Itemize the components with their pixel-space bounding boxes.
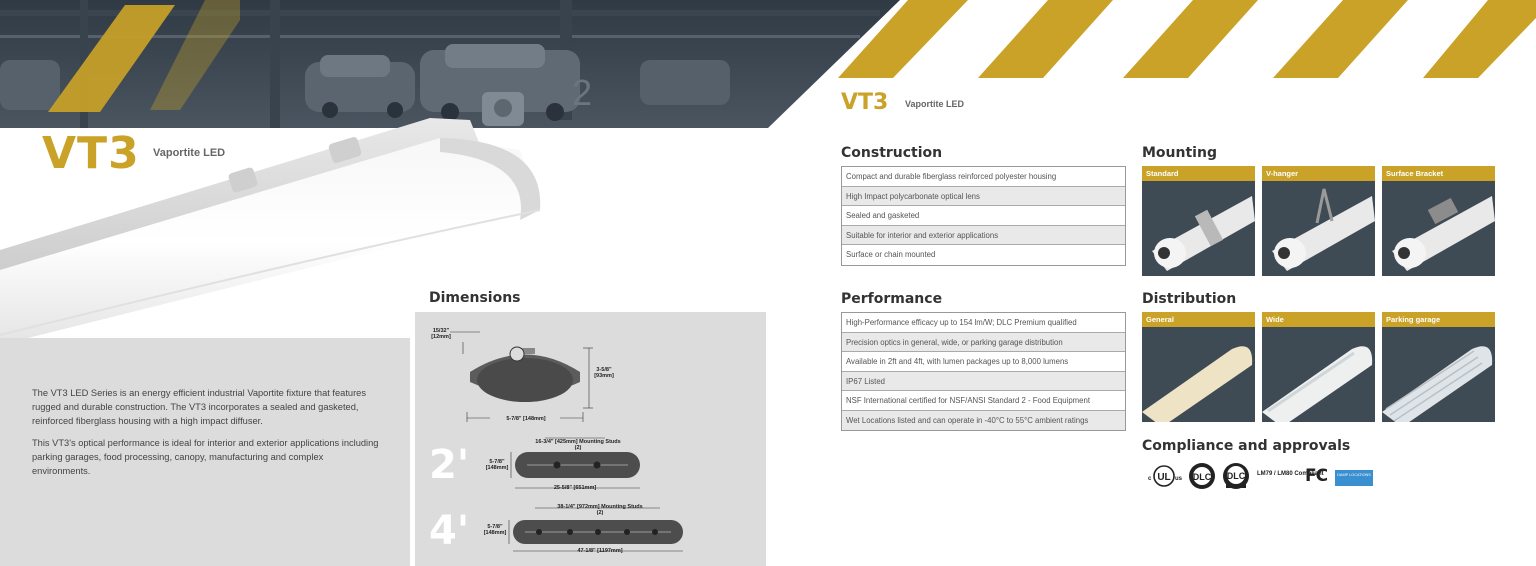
dim-2ft-studs-label: 16-3/4" [425mm] Mounting Studs (2) xyxy=(535,439,621,451)
vaportite-fixture-image xyxy=(0,90,560,350)
performance-table xyxy=(841,312,1126,431)
mounting-standard-image xyxy=(1142,181,1255,276)
dim-width-label: 5-7/8" [148mm] xyxy=(506,416,546,422)
distribution-parking-garage-tile xyxy=(1382,312,1495,422)
distribution-wide-image xyxy=(1262,327,1375,422)
performance-row: NSF International certified for NSF/ANSI Standard 2 - Food Equipment xyxy=(842,391,1125,411)
dim-2ft-side-label: 5-7/8" [148mm] xyxy=(485,459,509,471)
dim-4ft-length-label: 47-1/8" [1197mm] xyxy=(577,548,623,554)
mounting-surface-bracket-image xyxy=(1382,181,1495,276)
damp-locations-badge: DAMP LOCATIONS xyxy=(1335,470,1373,486)
construction-row: High Impact polycarbonate optical lens xyxy=(842,187,1125,207)
performance-row: IP67 Listed xyxy=(842,372,1125,392)
construction-title: Construction xyxy=(841,145,943,161)
distribution-title: Distribution xyxy=(1142,291,1237,307)
dim-4ft-studs-label: 38-1/4" [972mm] Mounting Studs (2) xyxy=(557,504,643,516)
brand-title: VT3 xyxy=(42,128,140,179)
dim-top-gap-label: 15/32" [12mm] xyxy=(431,328,451,340)
tile-label: General xyxy=(1142,312,1255,327)
mounting-v-hanger-tile xyxy=(1262,166,1375,276)
dim-4ft-side-label: 5-7/8" [148mm] xyxy=(483,524,507,536)
description-paragraph: This VT3's optical performance is ideal for interior and exterior applications including parking garages, food processing, canopy, manufacturing and complex environments. xyxy=(32,438,379,476)
cross-section-drawing xyxy=(450,332,593,422)
performance-row: High-Performance efficacy up to 154 lm/W; DLC Premium qualified xyxy=(842,313,1125,333)
size-4ft-label: 4' xyxy=(429,508,470,554)
dlc-icon xyxy=(1188,462,1216,490)
brand-subtitle: Vaportite LED xyxy=(153,147,226,159)
distribution-parking-garage-image xyxy=(1382,327,1495,422)
dimensions-title: Dimensions xyxy=(429,290,521,306)
tile-label: Standard xyxy=(1142,166,1255,181)
dlc-premium-badge-text: DLC xyxy=(1226,471,1246,481)
description-paragraph: The VT3 LED Series is an energy efficient industrial Vaportite fixture that features rugged and durable construction. The VT3 incorporates a sealed and gasketed, reinforced fiberglass housing with a high impact diffuser. xyxy=(32,388,366,426)
tile-label: Surface Bracket xyxy=(1382,166,1495,181)
dim-2ft-length-label: 25-5/8" [651mm] xyxy=(553,485,597,491)
fcc-icon: FC xyxy=(1305,466,1328,486)
tile-label: V-hanger xyxy=(1262,166,1375,181)
brand-subtitle-small: Vaportite LED xyxy=(905,99,965,109)
dim-height-label: 3-5/8" [93mm] xyxy=(594,367,614,379)
brand-title-small: VT3 xyxy=(841,90,889,115)
svg-text:c: c xyxy=(1148,476,1152,482)
svg-text:2: 2 xyxy=(572,72,593,113)
size-2ft-label: 2' xyxy=(429,442,470,488)
dimensions-panel xyxy=(415,312,766,566)
ul-listed-icon xyxy=(1146,464,1182,488)
ul-badge-text: UL xyxy=(1157,472,1171,483)
distribution-general-image xyxy=(1142,327,1255,422)
distribution-wide-tile xyxy=(1262,312,1375,422)
construction-table xyxy=(841,166,1126,266)
performance-row: Precision optics in general, wide, or parking garage distribution xyxy=(842,333,1125,353)
hazard-stripes-right xyxy=(838,0,1536,80)
performance-row: Available in 2ft and 4ft, with lumen packages up to 8,000 lumens xyxy=(842,352,1125,372)
svg-text:us: us xyxy=(1175,476,1182,482)
distribution-general-tile xyxy=(1142,312,1255,422)
dlc-premium-icon xyxy=(1222,462,1250,490)
dlc-badge-text: DLC xyxy=(1192,472,1212,482)
compliance-title: Compliance and approvals xyxy=(1142,438,1351,454)
tile-label: Wide xyxy=(1262,312,1375,327)
mounting-standard-tile xyxy=(1142,166,1255,276)
mounting-title: Mounting xyxy=(1142,145,1217,161)
mounting-surface-bracket-tile xyxy=(1382,166,1495,276)
product-description xyxy=(32,386,382,486)
lm79-lm80-label: LM79 / LM80 Compliant xyxy=(1257,471,1324,477)
construction-row: Sealed and gasketed xyxy=(842,206,1125,226)
tile-label: Parking garage xyxy=(1382,312,1495,327)
performance-title: Performance xyxy=(841,291,943,307)
performance-row: Wet Locations listed and can operate in -40°C to 55°C ambient ratings xyxy=(842,411,1125,431)
construction-row: Surface or chain mounted xyxy=(842,245,1125,265)
mounting-v-hanger-image xyxy=(1262,181,1375,276)
construction-row: Compact and durable fiberglass reinforced polyester housing xyxy=(842,167,1125,187)
construction-row: Suitable for interior and exterior applications xyxy=(842,226,1125,246)
